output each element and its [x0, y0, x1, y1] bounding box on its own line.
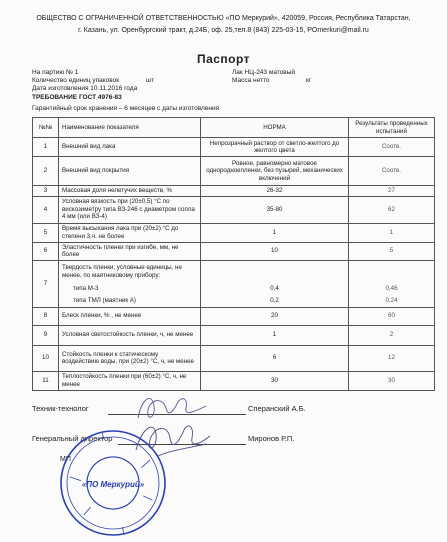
- table-row: [33, 157, 435, 186]
- row-result: Соотв.: [349, 157, 435, 186]
- row-result: 2: [349, 325, 435, 345]
- technologist-label: Техник-технолог: [32, 404, 89, 413]
- subrow-result: 0,24: [349, 295, 435, 307]
- row-name: Эластичность пленки при изгибе, мм, не более: [59, 242, 201, 260]
- row-num: 5: [33, 223, 59, 242]
- row-result: 5: [349, 242, 435, 260]
- table-row: [33, 242, 435, 260]
- row-norm: Ровное, равномерно матовое однородноепленки, без пузырей, механических включений: [201, 157, 349, 186]
- row-norm: 6: [201, 345, 349, 371]
- row-result: 1: [349, 223, 435, 242]
- row-name: Время высыхания лака при (20±2) °C до степени 3,ч. не более: [59, 223, 201, 242]
- row-name: Внешний вид покрытия: [59, 157, 201, 186]
- row-name: Массовая доля нелетучих веществ, %: [59, 186, 201, 197]
- subrow-result: 0,46: [349, 283, 435, 295]
- table-row: [33, 325, 435, 345]
- row-norm: 35-80: [201, 196, 349, 223]
- row-norm: 10: [201, 242, 349, 260]
- units-unit: шт: [146, 77, 155, 84]
- row-name: Стойкость пленки к статическому воздействию воды, при (20±2) °C, ч, не менее: [59, 345, 201, 371]
- units-label: Количество единиц упаковок: [32, 77, 120, 84]
- row-result: 27: [349, 186, 435, 197]
- manufacture-date: Дата изготовления 10.11.2016 года: [32, 85, 138, 92]
- table-row: [33, 260, 435, 283]
- row-norm: 26-32: [201, 186, 349, 197]
- table-row: [33, 186, 435, 197]
- subrow-label: типа ТМЛ (маятник А): [59, 295, 201, 307]
- mp-label: МП: [60, 456, 71, 463]
- row-name: Теплостойкость пленки при (60±2) °C, ч, не менее: [59, 371, 201, 390]
- table-row: [33, 196, 435, 223]
- company-seal-stamp: [58, 428, 168, 538]
- row-num: 4: [33, 196, 59, 223]
- col-name-header: Наименование показателя: [59, 118, 201, 138]
- table-row: [33, 345, 435, 371]
- row-result: 12: [349, 345, 435, 371]
- director-name: Миронов Р.П.: [248, 434, 295, 443]
- technologist-name: Сперанский А.Б.: [248, 404, 306, 413]
- row-name: Блеск пленки, % , не менее: [59, 307, 201, 325]
- subrow-norm: 0,4: [201, 283, 349, 295]
- row-num: 3: [33, 186, 59, 197]
- row-num: 7: [33, 260, 59, 307]
- col-norm-header: НОРМА: [201, 118, 349, 138]
- director-label: Генеральный директор: [32, 434, 113, 443]
- col-result-header: Результаты проведенных испытаний: [349, 118, 435, 138]
- row-result: 62: [349, 196, 435, 223]
- table-row: [33, 307, 435, 325]
- table-subrow: [33, 283, 435, 295]
- row-norm: 20: [201, 307, 349, 325]
- subrow-label: типа М-3: [59, 283, 201, 295]
- row-norm: 1: [201, 223, 349, 242]
- row-name: Твердость пленки, условные единицы, не менее, по маятниковому прибору:: [59, 260, 201, 283]
- row-result: Соотв.: [349, 138, 435, 157]
- batch-label: На партию № 1: [32, 69, 79, 76]
- row-name: Условная вязкость при (20±0,5) °C по вискозиметру типа ВЗ-246 с диаметром сопла 4 мм (или ВЗ-4): [59, 196, 201, 223]
- stamp-center-text: «ПО Меркурий»: [81, 480, 145, 489]
- row-num: 8: [33, 307, 59, 325]
- row-norm: 1: [201, 325, 349, 345]
- row-num: 11: [33, 371, 59, 390]
- row-num: 10: [33, 345, 59, 371]
- row-num: 9: [33, 325, 59, 345]
- table-row: [33, 371, 435, 390]
- row-result: 60: [349, 307, 435, 325]
- subrow-norm: 0,2: [201, 295, 349, 307]
- row-num: 2: [33, 157, 59, 186]
- mass-unit: кг: [306, 77, 312, 84]
- table-row: [33, 223, 435, 242]
- row-name: Условная светостойкость пленки, ч, не менее: [59, 325, 201, 345]
- gost-requirement: ТРЕБОВАНИЕ ГОСТ 4976-83: [32, 94, 122, 101]
- warranty-period: Гарантийный срок хранения – 6 месяцев с даты изготовления: [32, 105, 220, 112]
- row-result-empty: [349, 260, 435, 283]
- table-row: [33, 138, 435, 157]
- row-norm-empty: [201, 260, 349, 283]
- test-results-table: [32, 117, 435, 391]
- row-result: 30: [349, 371, 435, 390]
- table-subrow: [33, 295, 435, 307]
- row-norm: Непрозрачный раствор от светло-желтого до желтого цвета: [201, 138, 349, 157]
- row-num: 1: [33, 138, 59, 157]
- company-header-line1: ОБЩЕСТВО С ОГРАНИЧЕННОЙ ОТВЕТСТВЕННОСТЬЮ «ПО Меркурий», 420059, Россия, Республика Татарстан,: [36, 15, 411, 22]
- row-name: Внешний вид лака: [59, 138, 201, 157]
- mass-label: Масса нетто: [232, 77, 270, 84]
- col-num-header: №№: [33, 118, 59, 138]
- company-header-line2: г. Казань, ул. Оренбургский тракт, д.24Б, оф. 25,тел.8 (843) 225-03-15, POmerkuri@mail.ru: [78, 27, 369, 34]
- row-norm: 30: [201, 371, 349, 390]
- table-header-row: [33, 118, 435, 138]
- document-title: Паспорт: [196, 52, 251, 66]
- product-name: Лак НЦ-243 матовый: [232, 69, 296, 76]
- row-num: 6: [33, 242, 59, 260]
